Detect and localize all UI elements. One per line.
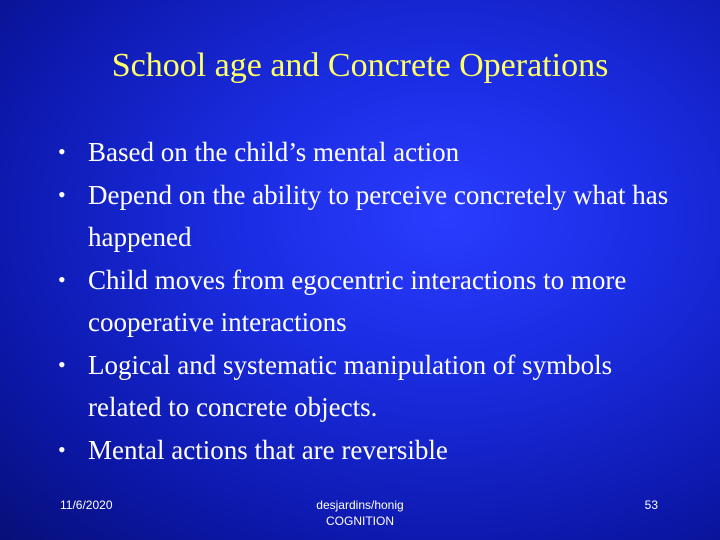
bullet-item <box>58 131 678 174</box>
bullet-text: Depend on the ability to perceive concretely what has happened <box>88 179 669 252</box>
footer-course-line: COGNITION <box>326 514 394 528</box>
slide-title: School age and Concrete Operations <box>111 47 609 84</box>
bullet-icon: • <box>58 436 66 462</box>
bullet-icon: • <box>58 139 66 164</box>
bullet-list <box>58 131 678 471</box>
bullet-item <box>58 259 678 344</box>
bullet-icon: • <box>58 266 66 292</box>
footer-author-line: desjardins/honig <box>316 498 404 512</box>
footer-date: 11/6/2020 <box>60 498 113 512</box>
bullet-text: Child moves from egocentric interactions to more cooperative interactions <box>88 264 627 337</box>
footer-author <box>260 497 460 529</box>
bullet-item <box>58 344 678 429</box>
bullet-text: Logical and systematic manipulation of symbols related to concrete objects. <box>88 349 613 422</box>
bullet-text: Based on the child’s mental action <box>88 137 460 167</box>
bullet-item <box>58 174 678 259</box>
bullet-icon: • <box>58 181 66 207</box>
bullet-text: Mental actions that are reversible <box>88 434 448 465</box>
bullet-item <box>58 429 678 472</box>
page-number: 53 <box>644 498 658 512</box>
bullet-icon: • <box>58 351 66 377</box>
